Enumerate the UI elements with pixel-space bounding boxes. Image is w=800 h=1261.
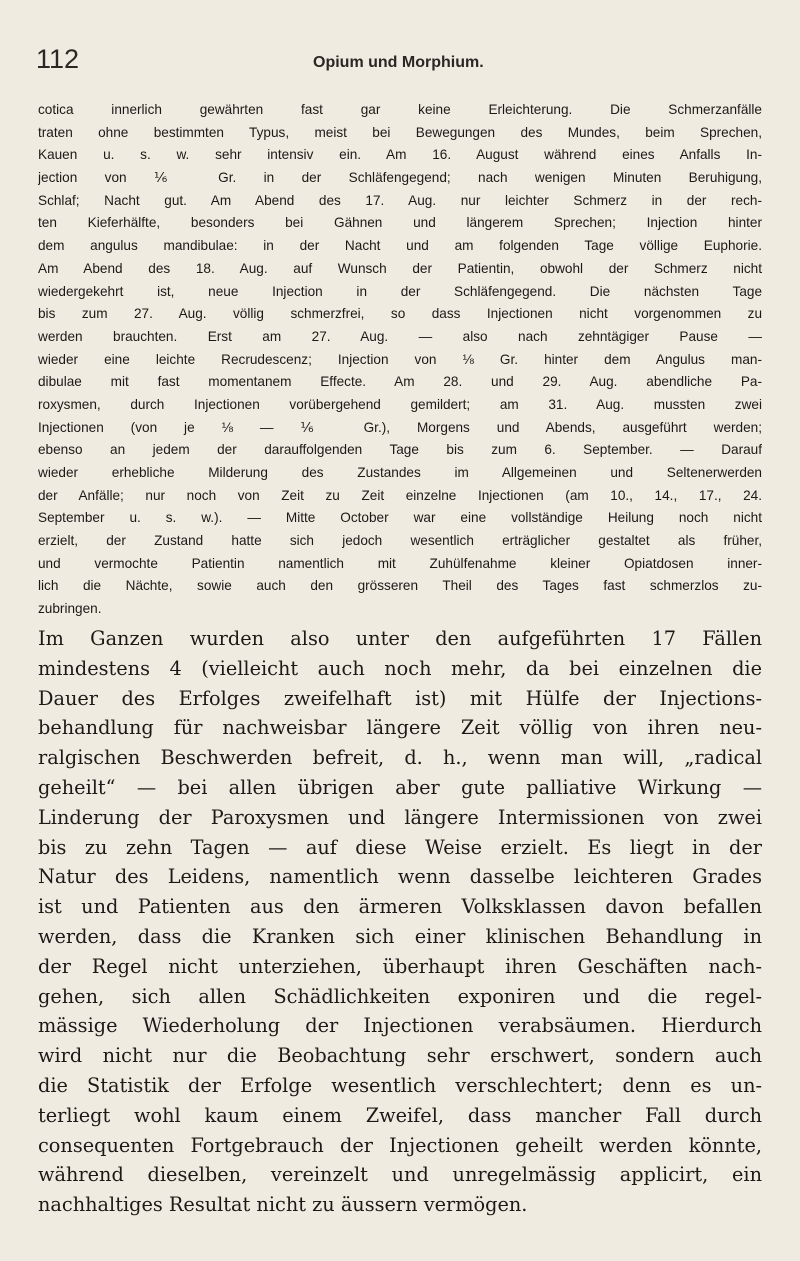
text-line: Linderung der Paroxysmen und längere Intermissionen von zwei bbox=[38, 805, 762, 829]
text-line: mindestens 4 (vielleicht auch noch mehr, da bei einzelnen die bbox=[38, 656, 762, 680]
text-line: terliegt wohl kaum einem Zweifel, dass mancher Fall durch bbox=[38, 1103, 762, 1127]
text-line: die Statistik der Erfolge wesentlich verschlechtert; denn es un- bbox=[38, 1073, 762, 1097]
text-line: lich die Nächte, sowie auch den grösseren Theil des Tages fast schmerzlos zu- bbox=[38, 578, 762, 594]
text-line: September u. s. w.). — Mitte October war eine vollständige Heilung noch nicht bbox=[38, 510, 762, 526]
text-line: Am Abend des 18. Aug. auf Wunsch der Patientin, obwohl der Schmerz nicht bbox=[38, 260, 762, 276]
text-line: jection von ⅙ Gr. in der Schläfengegend; nach wenigen Minuten Beruhigung, bbox=[38, 170, 762, 186]
text-line: ten Kieferhälfte, besonders bei Gähnen und längerem Sprechen; Injection hinter bbox=[38, 215, 762, 231]
text-line: mässige Wiederholung der Injectionen verabsäumen. Hierdurch bbox=[38, 1014, 762, 1038]
text-line: während dieselben, vereinzelt und unregelmässig applicirt, ein bbox=[38, 1163, 762, 1187]
text-line: Schlaf; Nacht gut. Am Abend des 17. Aug. nur leichter Schmerz in der rech- bbox=[38, 192, 762, 208]
text-line: werden brauchten. Erst am 27. Aug. — also nach zehntägiger Pause — bbox=[38, 328, 762, 344]
text-line: roxysmen, durch Injectionen vorübergehend gemildert; am 31. Aug. mussten zwei bbox=[38, 396, 762, 412]
text-line: geheilt“ — bei allen übrigen aber gute palliative Wirkung — bbox=[38, 775, 762, 799]
text-line: wiedergekehrt ist, neue Injection in der Schläfengegend. Die nächsten Tage bbox=[38, 283, 762, 299]
text-line: bis zum 27. Aug. völlig schmerzfrei, so dass Injectionen nicht vorgenommen zu bbox=[38, 306, 762, 322]
running-title: Opium und Morphium. bbox=[313, 54, 484, 71]
text-line: werden, dass die Kranken sich einer klinischen Behandlung in bbox=[38, 924, 762, 948]
text-line: ist und Patienten aus den ärmeren Volksklassen davon befallen bbox=[38, 895, 762, 919]
text-line: Kauen u. s. w. sehr intensiv ein. Am 16. August während eines Anfalls In- bbox=[38, 147, 762, 163]
text-line: wieder eine leichte Recrudescenz; Injection von ⅛ Gr. hinter dem Angulus man- bbox=[38, 351, 762, 367]
text-line: behandlung für nachweisbar längere Zeit völlig von ihren neu- bbox=[38, 716, 762, 740]
text-line: ebenso an jedem der darauffolgenden Tage bis zum 6. September. — Darauf bbox=[38, 442, 762, 458]
summary-paragraph bbox=[38, 624, 762, 1220]
text-line: bis zu zehn Tagen — auf diese Weise erzielt. Es liegt in der bbox=[38, 835, 762, 859]
text-line: der Anfälle; nur noch von Zeit zu Zeit einzelne Injectionen (am 10., 14., 17., 24. bbox=[38, 487, 762, 503]
text-line: zubringen. bbox=[38, 601, 102, 617]
page-number: 112 bbox=[36, 44, 80, 74]
text-line: gehen, sich allen Schädlichkeiten exponiren und die regel- bbox=[38, 984, 762, 1008]
text-line: nachhaltiges Resultat nicht zu äussern vermögen. bbox=[38, 1193, 528, 1217]
text-line: traten ohne bestimmten Typus, meist bei Bewegungen des Mundes, beim Sprechen, bbox=[38, 124, 762, 140]
text-line: wieder erhebliche Milderung des Zustandes im Allgemeinen und Seltenerwerden bbox=[38, 465, 762, 480]
text-line: Natur des Leidens, namentlich wenn dasselbe leichteren Grades bbox=[38, 865, 762, 889]
page-header bbox=[0, 44, 800, 84]
text-line: ralgischen Beschwerden befreit, d. h., wenn man will, „radical bbox=[38, 746, 762, 770]
text-line: cotica innerlich gewährten fast gar keine Erleichterung. Die Schmerzanfälle bbox=[38, 102, 762, 117]
text-line: wird nicht nur die Beobachtung sehr erschwert, sondern auch bbox=[38, 1044, 762, 1068]
text-line: Dauer des Erfolges zweifelhaft ist) mit Hülfe der Injections- bbox=[38, 686, 762, 710]
text-line: dibulae mit fast momentanem Effecte. Am 28. und 29. Aug. abendliche Pa- bbox=[38, 374, 762, 390]
case-report-paragraph bbox=[38, 99, 762, 621]
text-line: der Regel nicht unterziehen, überhaupt ihren Geschäften nach- bbox=[38, 954, 762, 978]
text-line: consequenten Fortgebrauch der Injectionen geheilt werden könnte, bbox=[38, 1133, 762, 1157]
text-line: erzielt, der Zustand hatte sich jedoch wesentlich erträglicher gestaltet als früher, bbox=[38, 533, 762, 549]
text-line: Injectionen (von je ⅛ — ⅙ Gr.), Morgens und Abends, ausgeführt werden; bbox=[38, 419, 762, 435]
text-line: dem angulus mandibulae: in der Nacht und am folgenden Tage völlige Euphorie. bbox=[38, 238, 762, 254]
text-line: und vermochte Patientin namentlich mit Zuhülfenahme kleiner Opiatdosen inner- bbox=[38, 555, 762, 571]
text-line: Im Ganzen wurden also unter den aufgeführten 17 Fällen bbox=[38, 627, 762, 650]
